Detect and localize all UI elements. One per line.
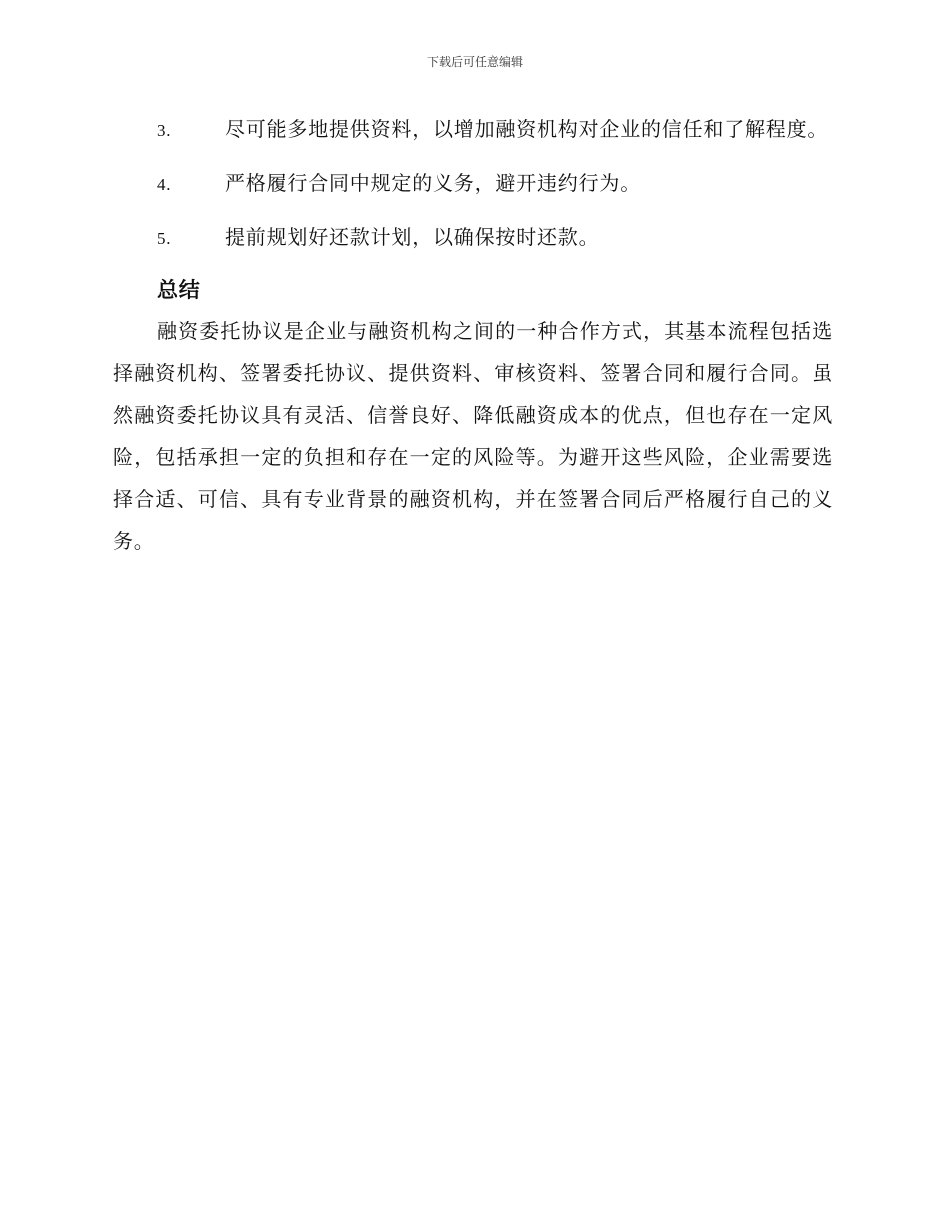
- document-body: [113, 108, 833, 562]
- list-item: [113, 108, 833, 152]
- list-item-text: 严格履行合同中规定的义务，避开违约行为。: [225, 171, 641, 195]
- list-item: [113, 162, 833, 206]
- list-item-number: 4.: [157, 175, 172, 194]
- page-header: 下载后可任意编辑: [426, 55, 523, 69]
- list-item-text: 提前规划好还款计划，以确保按时还款。: [225, 225, 600, 249]
- list-item-number: 5.: [157, 229, 172, 248]
- list-item: [113, 216, 833, 260]
- section-heading: 总结: [157, 278, 201, 302]
- list-item-number: 3.: [157, 121, 172, 140]
- summary-paragraph: 融资委托协议是企业与融资机构之间的一种合作方式，其基本流程包括选择融资机构、签署委托协议、提供资料、审核资料、签署合同和履行合同。虽然融资委托协议具有灵活、信誉良好、降低融资成本的优点，但也存在一定风险，包括承担一定的负担和存在一定的风险等。为避开这些风险，企业需要选择合适、可信、具有专业背景的融资机构，并在签署合同后严格履行自己的义务。: [113, 319, 833, 553]
- list-item-text: 尽可能多地提供资料，以增加融资机构对企业的信任和了解程度。: [225, 117, 829, 141]
